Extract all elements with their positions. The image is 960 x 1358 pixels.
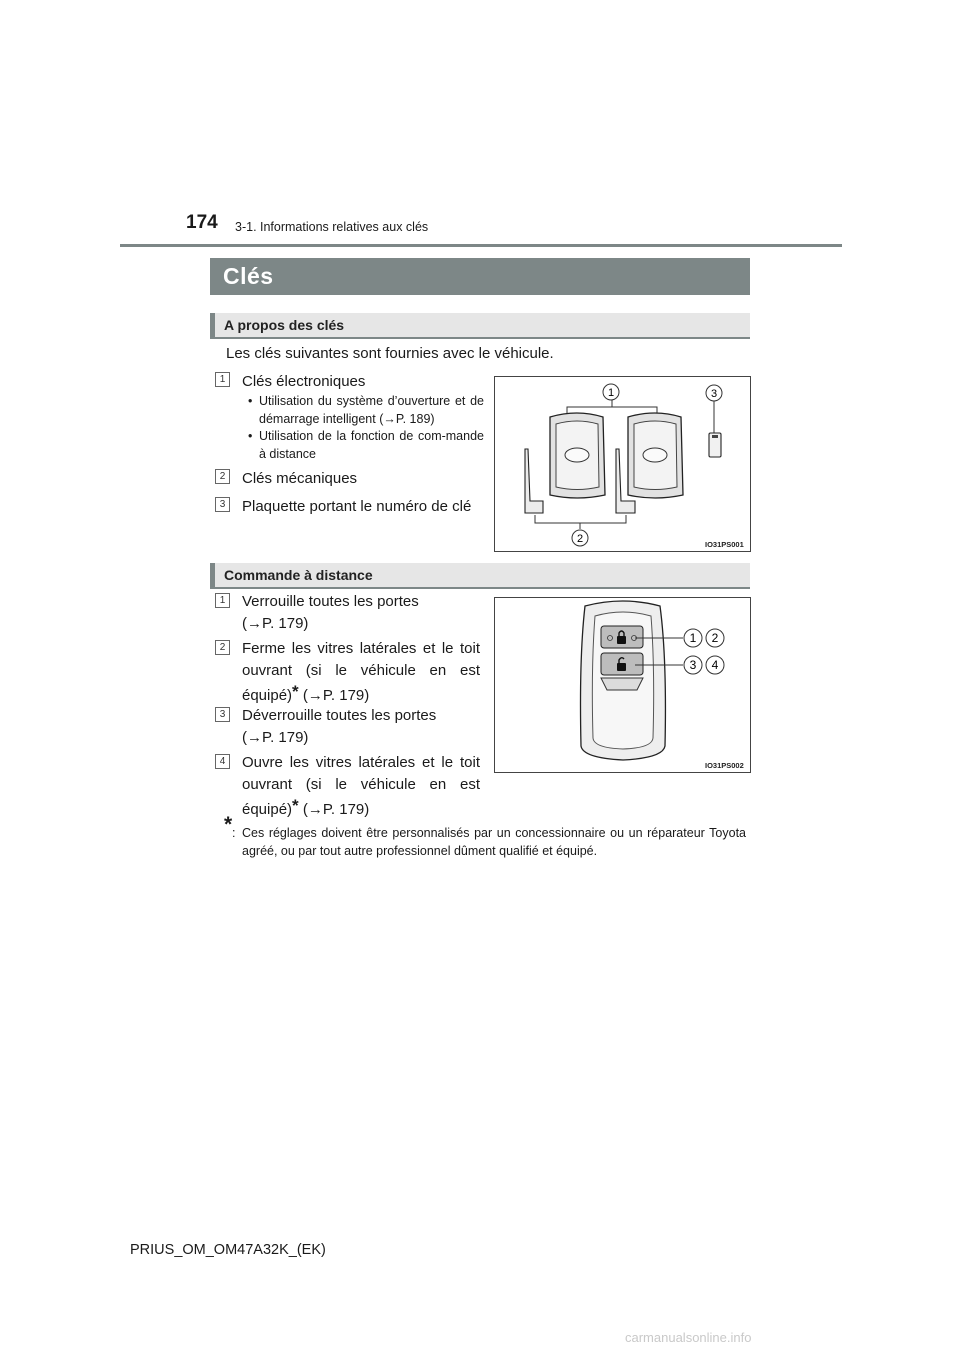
item-number-badge: 1 [215, 372, 230, 387]
remote-item [242, 705, 480, 748]
list-item: • Utilisation du système d’ouverture et de démarrage intelligent (→P. 189) [248, 393, 484, 428]
footnote-asterisk: * [224, 813, 233, 836]
keys-illustration [494, 376, 751, 552]
subheading-remote-control [210, 563, 750, 589]
item-number-badge: 2 [215, 640, 230, 655]
key-item-label: Clés mécaniques [242, 470, 358, 487]
subheading-remote-control-label: Commande à distance [224, 567, 373, 583]
page-reference: (→P. 179) [302, 687, 370, 704]
breadcrumb: 3-1. Informations relatives aux clés [235, 220, 429, 234]
document-id: PRIUS_OM_OM47A32K_(EK) [130, 1242, 326, 1258]
remote-control-drawing [495, 598, 750, 772]
footnote-colon: : [232, 826, 236, 840]
page-reference: (→P. 179) [302, 801, 370, 818]
keys-drawing [495, 377, 750, 551]
page-reference: (→P. 179) [242, 728, 309, 746]
section-title: Clés [223, 263, 274, 289]
subheading-about-keys [210, 313, 750, 339]
electronic-key-right [628, 413, 683, 498]
remote-item [242, 752, 480, 821]
section-title-bar [210, 258, 750, 295]
callout-label: 3 [689, 658, 697, 672]
item-number-badge: 3 [215, 497, 230, 512]
callout-label: 3 [710, 388, 718, 400]
asterisk-mark: * [292, 796, 299, 815]
callout-label: 2 [711, 631, 719, 645]
watermark: carmanualsonline.info [625, 1330, 752, 1345]
remote-control-illustration [494, 597, 751, 773]
header-rule [120, 244, 842, 247]
callout-label: 2 [576, 533, 584, 545]
figure-code: IO31PS002 [705, 761, 744, 770]
remote-item-text: Déverrouille toutes les portes [242, 707, 437, 724]
figure-code: IO31PS001 [705, 540, 744, 549]
key-item-label: Clés électroniques [242, 373, 366, 390]
callout-label: 4 [711, 658, 719, 672]
page-number: 174 [186, 212, 218, 233]
subheading-about-keys-label: A propos des clés [224, 317, 345, 333]
mechanical-key-left [525, 449, 543, 513]
footnote-text: Ces réglages doivent être personnalisés par un concessionnaire ou un réparateur Toyota agréé, ou par tout autre professionnel dûment qualifié et équipé. [242, 826, 746, 858]
page-reference: (→P. 179) [242, 614, 309, 632]
remote-item [242, 638, 480, 707]
asterisk-mark: * [292, 682, 299, 701]
item-number-badge: 4 [215, 754, 230, 769]
item-number-badge: 3 [215, 707, 230, 722]
key-item-label: Plaquette portant le numéro de clé [242, 498, 472, 515]
remote-item-text: Verrouille toutes les portes [242, 593, 419, 610]
item-number-badge: 1 [215, 593, 230, 608]
remote-item-text: Ferme les vitres latérales et le toit ouvrant (si le véhicule en est équipé) [242, 640, 480, 704]
remote-item [242, 591, 480, 634]
intro-text: Les clés suivantes sont fournies avec le véhicule. [226, 345, 554, 362]
footnote [232, 824, 746, 860]
callout-label: 1 [607, 387, 615, 399]
callout-label: 1 [689, 631, 697, 645]
list-item: • Utilisation de la fonction de com-mande à distance [248, 428, 484, 463]
key-usage-list [248, 393, 484, 463]
electronic-key-left [550, 413, 605, 498]
remote-item-text: Ouvre les vitres latérales et le toit ouvrant (si le véhicule en est équipé) [242, 754, 480, 818]
item-number-badge: 2 [215, 469, 230, 484]
